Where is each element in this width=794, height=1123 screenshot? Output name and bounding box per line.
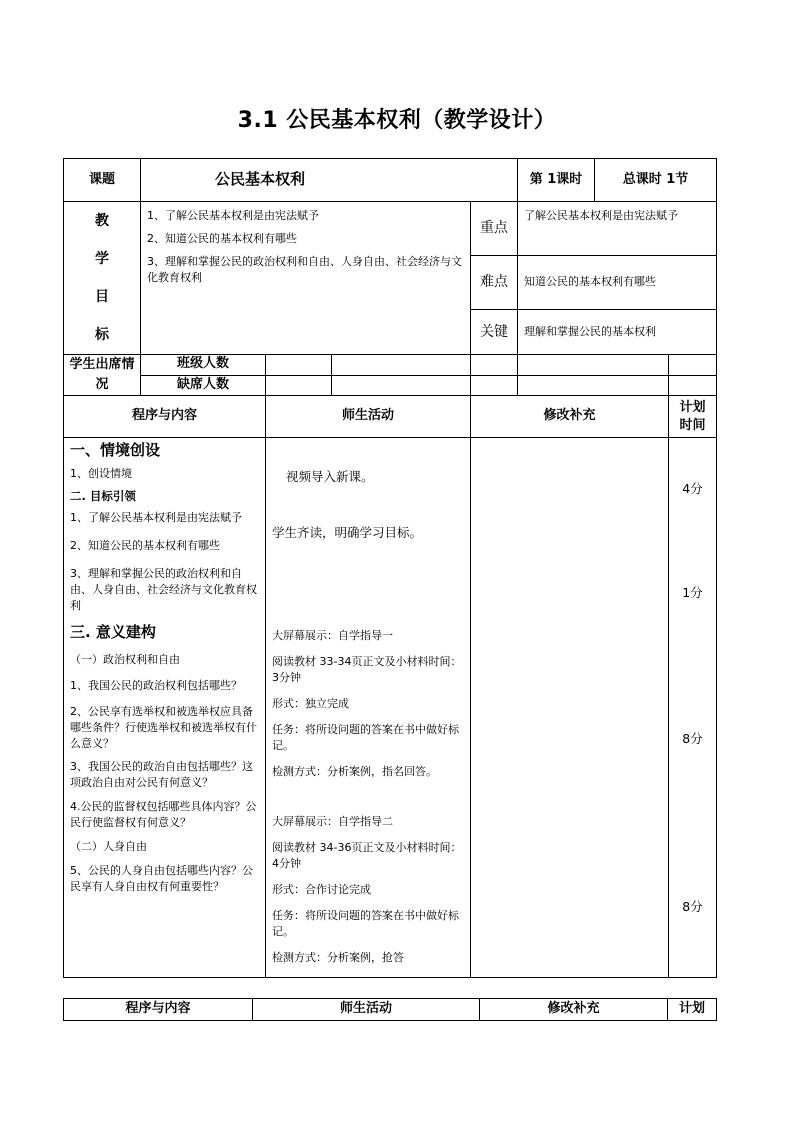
attendance-cell [471,355,518,376]
section-heading: 二. 目标引领 [70,488,136,503]
revisions-content [471,438,669,978]
objectives-label-char: 目 [95,289,109,305]
content-subheading: （二）人身自由 [70,840,147,854]
col-header-procedure: 程序与内容 [64,396,266,438]
attendance-cell [669,375,717,396]
lesson-plan-table [63,158,717,978]
col-header-activities: 师生活动 [253,999,480,1021]
guide-reading: 阅读教材 33-34页正文及小材料时间：3分钟 [272,655,462,684]
objectives-list [141,202,471,355]
topic-label: 课题 [64,159,141,202]
guide-check: 检测方式：分析案例，指名回答。 [272,765,437,778]
question-item: 3、我国公民的政治自由包括哪些？这项政治自由对公民有何意义？ [70,760,253,790]
content-item: 2、知道公民的基本权利有哪些 [70,539,220,553]
content-item: 3、理解和掌握公民的政治权利和自由、人身自由、社会经济与文化教育权利 [70,567,257,613]
total-lessons: 总课时 1节 [595,159,717,202]
difficulty-text: 知道公民的基本权利有哪些 [518,255,717,309]
key-point-text: 了解公民基本权利是由宪法赋予 [518,202,717,256]
objectives-label-char: 标 [95,327,109,343]
time-value: 1分 [682,585,703,600]
objective-item: 2、知道公民的基本权利有哪些 [147,231,297,245]
time-value: 4分 [682,481,703,496]
time-value: 8分 [682,731,703,746]
continuation-header-table [63,998,717,1021]
attendance-cell [332,375,471,396]
activities-content [266,438,471,978]
question-item: 2、公民享有选举权和被选举权应具备哪些条件？行使选举权和被选举权有什么意义？ [70,704,257,750]
critical-label: 关键 [471,309,518,354]
class-count-value [266,355,332,376]
activity-text: 视频导入新课。 [286,469,374,484]
absent-count-value [266,375,332,396]
time-value: 8分 [682,899,703,914]
section-heading: 三. 意义建构 [70,623,156,642]
attendance-cell [518,355,669,376]
objectives-label [64,202,141,355]
question-item: 4.公民的监督权包括哪些具体内容？公民行使监督权有何意义？ [70,800,257,830]
attendance-cell [518,375,669,396]
content-item: 1、了解公民基本权利是由宪法赋予 [70,511,242,525]
objectives-label-char: 教 [95,213,109,229]
col-header-time: 计划时间 [669,396,717,438]
attendance-cell [332,355,471,376]
absent-count-label: 缺席人数 [141,375,266,396]
attendance-cell [669,355,717,376]
topic-value [141,159,518,202]
procedure-content [64,438,266,978]
col-header-procedure: 程序与内容 [64,999,253,1021]
critical-text: 理解和掌握公民的基本权利 [518,309,717,354]
guide-form: 形式：独立完成 [272,697,349,710]
topic-text: 公民基本权利 [215,170,306,189]
question-item: 5、公民的人身自由包括哪些内容？公民享有人身自由权有何重要性？ [70,864,253,894]
guide-reading: 阅读教材 34-36页正文及小材料时间：4分钟 [272,841,462,870]
content-subheading: （一）政治权利和自由 [70,652,180,666]
section-heading: 一、情境创设 [70,441,161,459]
activity-text: 学生齐读，明确学习目标。 [272,525,423,540]
col-header-revisions: 修改补充 [471,396,669,438]
col-header-time: 计划 [668,999,717,1021]
col-header-revisions: 修改补充 [480,999,668,1021]
objectives-label-char: 学 [95,251,109,267]
lesson-number: 第 1课时 [518,159,595,202]
page-title: 3.1 公民基本权利（教学设计） [237,108,557,133]
guide-task: 任务：将所设问题的答案在书中做好标记。 [272,723,459,752]
guide-check: 检测方式：分析案例，抢答 [272,951,404,964]
question-item: 1、我国公民的政治权利包括哪些？ [70,678,242,692]
content-item: 1、创设情境 [70,466,132,480]
guide-title: 大屏幕展示：自学指导一 [272,629,393,642]
difficulty-label: 难点 [471,255,518,309]
col-header-activities: 师生活动 [266,396,471,438]
guide-form: 形式：合作讨论完成 [272,883,371,896]
objective-item: 3、理解和掌握公民的政治权利和自由、人身自由、社会经济与文化教育权利 [147,254,462,284]
key-point-label: 重点 [471,202,518,256]
attendance-cell [471,375,518,396]
attendance-label: 学生出席情况 [64,355,141,396]
guide-title: 大屏幕展示：自学指导二 [272,815,393,828]
class-count-label: 班级人数 [141,355,266,376]
guide-task: 任务：将所设问题的答案在书中做好标记。 [272,909,459,938]
time-content [669,438,717,978]
objective-item: 1、了解公民基本权利是由宪法赋予 [147,209,319,222]
